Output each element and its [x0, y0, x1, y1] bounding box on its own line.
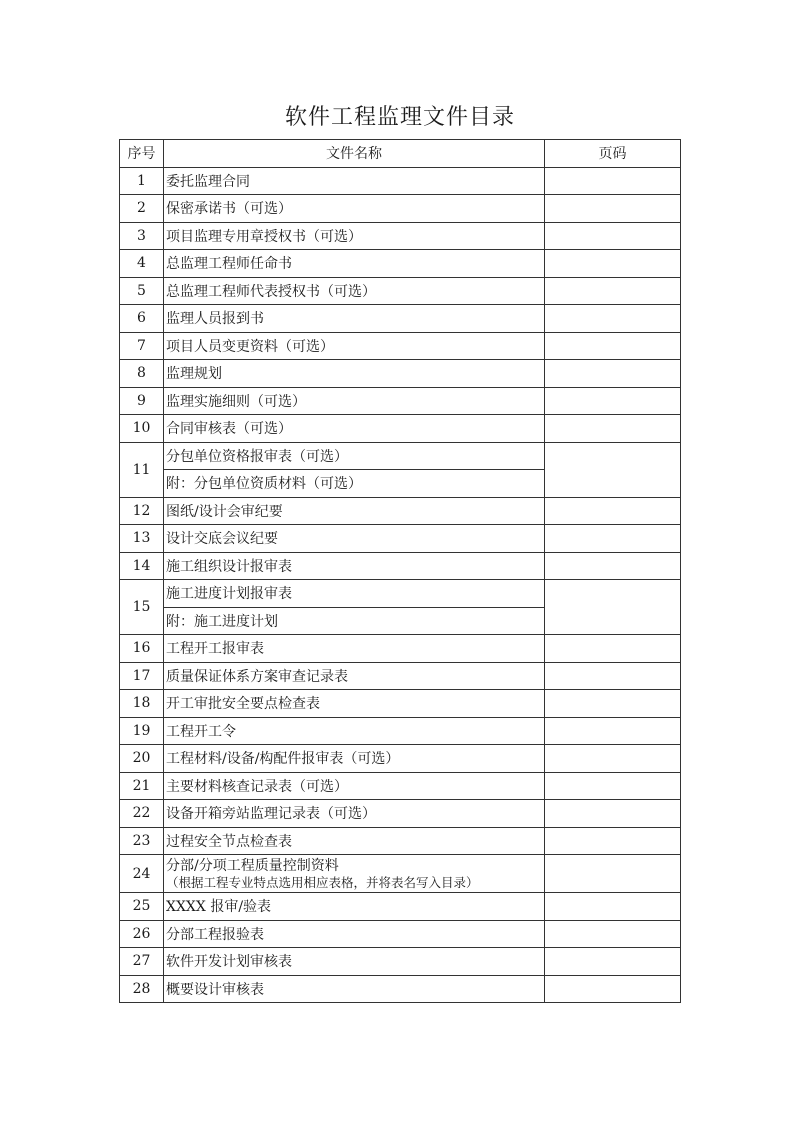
- row-name: 工程材料/设备/构配件报审表（可选）: [164, 745, 545, 773]
- row-page: [545, 717, 681, 745]
- row-page: [545, 442, 681, 497]
- row-number: 13: [120, 525, 164, 553]
- row-page: [545, 525, 681, 553]
- table-row: [120, 167, 681, 195]
- header-page: 页码: [545, 140, 681, 168]
- header-no: 序号: [120, 140, 164, 168]
- table-row: [120, 360, 681, 388]
- row-page: [545, 195, 681, 223]
- table-row: [120, 893, 681, 921]
- row-name: 主要材料核查记录表（可选）: [164, 772, 545, 800]
- row-name: 监理人员报到书: [164, 305, 545, 333]
- row-name: 分包单位资格报审表（可选）: [164, 442, 545, 470]
- row-name: 保密承诺书（可选）: [164, 195, 545, 223]
- row-number: 5: [120, 277, 164, 305]
- toc-table: [119, 139, 681, 1003]
- row-name: 施工组织设计报审表: [164, 552, 545, 580]
- row-name: 总监理工程师代表授权书（可选）: [164, 277, 545, 305]
- row-number: 18: [120, 690, 164, 718]
- row-name: [164, 855, 545, 893]
- table-row: [120, 305, 681, 333]
- document-title: 软件工程监理文件目录: [284, 105, 515, 130]
- table-row: [120, 222, 681, 250]
- row-number: 4: [120, 250, 164, 278]
- row-name: 图纸/设计会审纪要: [164, 497, 545, 525]
- row-page: [545, 948, 681, 976]
- row-number: 9: [120, 387, 164, 415]
- table-row: [120, 387, 681, 415]
- row-number: 28: [120, 975, 164, 1003]
- table-header-row: [120, 140, 681, 168]
- row-number: 12: [120, 497, 164, 525]
- row-name: 概要设计审核表: [164, 975, 545, 1003]
- table-row: [120, 975, 681, 1003]
- row-name: 项目监理专用章授权书（可选）: [164, 222, 545, 250]
- row-page: [545, 662, 681, 690]
- row-number: 14: [120, 552, 164, 580]
- row-number: 15: [120, 580, 164, 635]
- row-page: [545, 222, 681, 250]
- table-row: [120, 827, 681, 855]
- table-row: [120, 690, 681, 718]
- row-page: [545, 772, 681, 800]
- row-name: 监理规划: [164, 360, 545, 388]
- table-row: [120, 717, 681, 745]
- row-name: 委托监理合同: [164, 167, 545, 195]
- row-name-note: （根据工程专业特点选用相应表格，并将表名写入目录）: [166, 875, 479, 890]
- row-number: 2: [120, 195, 164, 223]
- row-page: [545, 552, 681, 580]
- table-row: [120, 800, 681, 828]
- table-row: [120, 745, 681, 773]
- row-page: [545, 635, 681, 663]
- row-name: 质量保证体系方案审查记录表: [164, 662, 545, 690]
- row-sub-name: 附：分包单位资质材料（可选）: [164, 470, 545, 498]
- row-number: 7: [120, 332, 164, 360]
- row-page: [545, 975, 681, 1003]
- table-row: [120, 772, 681, 800]
- row-page: [545, 497, 681, 525]
- row-page: [545, 360, 681, 388]
- row-name: 设备开箱旁站监理记录表（可选）: [164, 800, 545, 828]
- row-number: 25: [120, 893, 164, 921]
- row-number: 23: [120, 827, 164, 855]
- table-row: [120, 635, 681, 663]
- table-row: [120, 948, 681, 976]
- row-number: 10: [120, 415, 164, 443]
- table-row: [120, 525, 681, 553]
- row-page: [545, 305, 681, 333]
- row-sub-name: 附：施工进度计划: [164, 607, 545, 635]
- table-row: [120, 497, 681, 525]
- row-number: 1: [120, 167, 164, 195]
- row-page: [545, 690, 681, 718]
- row-page: [545, 250, 681, 278]
- row-page: [545, 415, 681, 443]
- row-number: 16: [120, 635, 164, 663]
- row-name: 过程安全节点检查表: [164, 827, 545, 855]
- row-number: 26: [120, 920, 164, 948]
- row-page: [545, 827, 681, 855]
- row-page: [545, 580, 681, 635]
- row-name: 施工进度计划报审表: [164, 580, 545, 608]
- row-number: 22: [120, 800, 164, 828]
- table-row: [120, 855, 681, 893]
- row-page: [545, 855, 681, 893]
- row-number: 3: [120, 222, 164, 250]
- row-number: 21: [120, 772, 164, 800]
- row-page: [545, 332, 681, 360]
- row-name: 软件开发计划审核表: [164, 948, 545, 976]
- header-name: 文件名称: [164, 140, 545, 168]
- row-number: 6: [120, 305, 164, 333]
- row-name: 工程开工报审表: [164, 635, 545, 663]
- row-number: 27: [120, 948, 164, 976]
- row-page: [545, 277, 681, 305]
- row-name: 分部工程报验表: [164, 920, 545, 948]
- row-number: 8: [120, 360, 164, 388]
- table-row: [120, 580, 681, 608]
- row-page: [545, 387, 681, 415]
- toc-body: [120, 167, 681, 1003]
- row-name: 项目人员变更资料（可选）: [164, 332, 545, 360]
- row-page: [545, 920, 681, 948]
- table-row: [120, 662, 681, 690]
- row-number: 11: [120, 442, 164, 497]
- row-name: XXXX 报审/验表: [164, 893, 545, 921]
- table-row: [120, 195, 681, 223]
- table-row: [120, 415, 681, 443]
- row-number: 17: [120, 662, 164, 690]
- row-number: 24: [120, 855, 164, 893]
- row-name: 开工审批安全要点检查表: [164, 690, 545, 718]
- table-row: [120, 277, 681, 305]
- row-page: [545, 800, 681, 828]
- row-name: 监理实施细则（可选）: [164, 387, 545, 415]
- table-row: [120, 250, 681, 278]
- row-page: [545, 167, 681, 195]
- row-page: [545, 745, 681, 773]
- row-name: 总监理工程师任命书: [164, 250, 545, 278]
- row-page: [545, 893, 681, 921]
- table-row: [120, 442, 681, 470]
- row-number: 19: [120, 717, 164, 745]
- row-name: 工程开工令: [164, 717, 545, 745]
- table-row: [120, 552, 681, 580]
- table-row: [120, 332, 681, 360]
- table-row: [120, 920, 681, 948]
- row-name: 合同审核表（可选）: [164, 415, 545, 443]
- row-number: 20: [120, 745, 164, 773]
- row-name: 设计交底会议纪要: [164, 525, 545, 553]
- row-name-main: 分部/分项工程质量控制资料: [166, 858, 339, 874]
